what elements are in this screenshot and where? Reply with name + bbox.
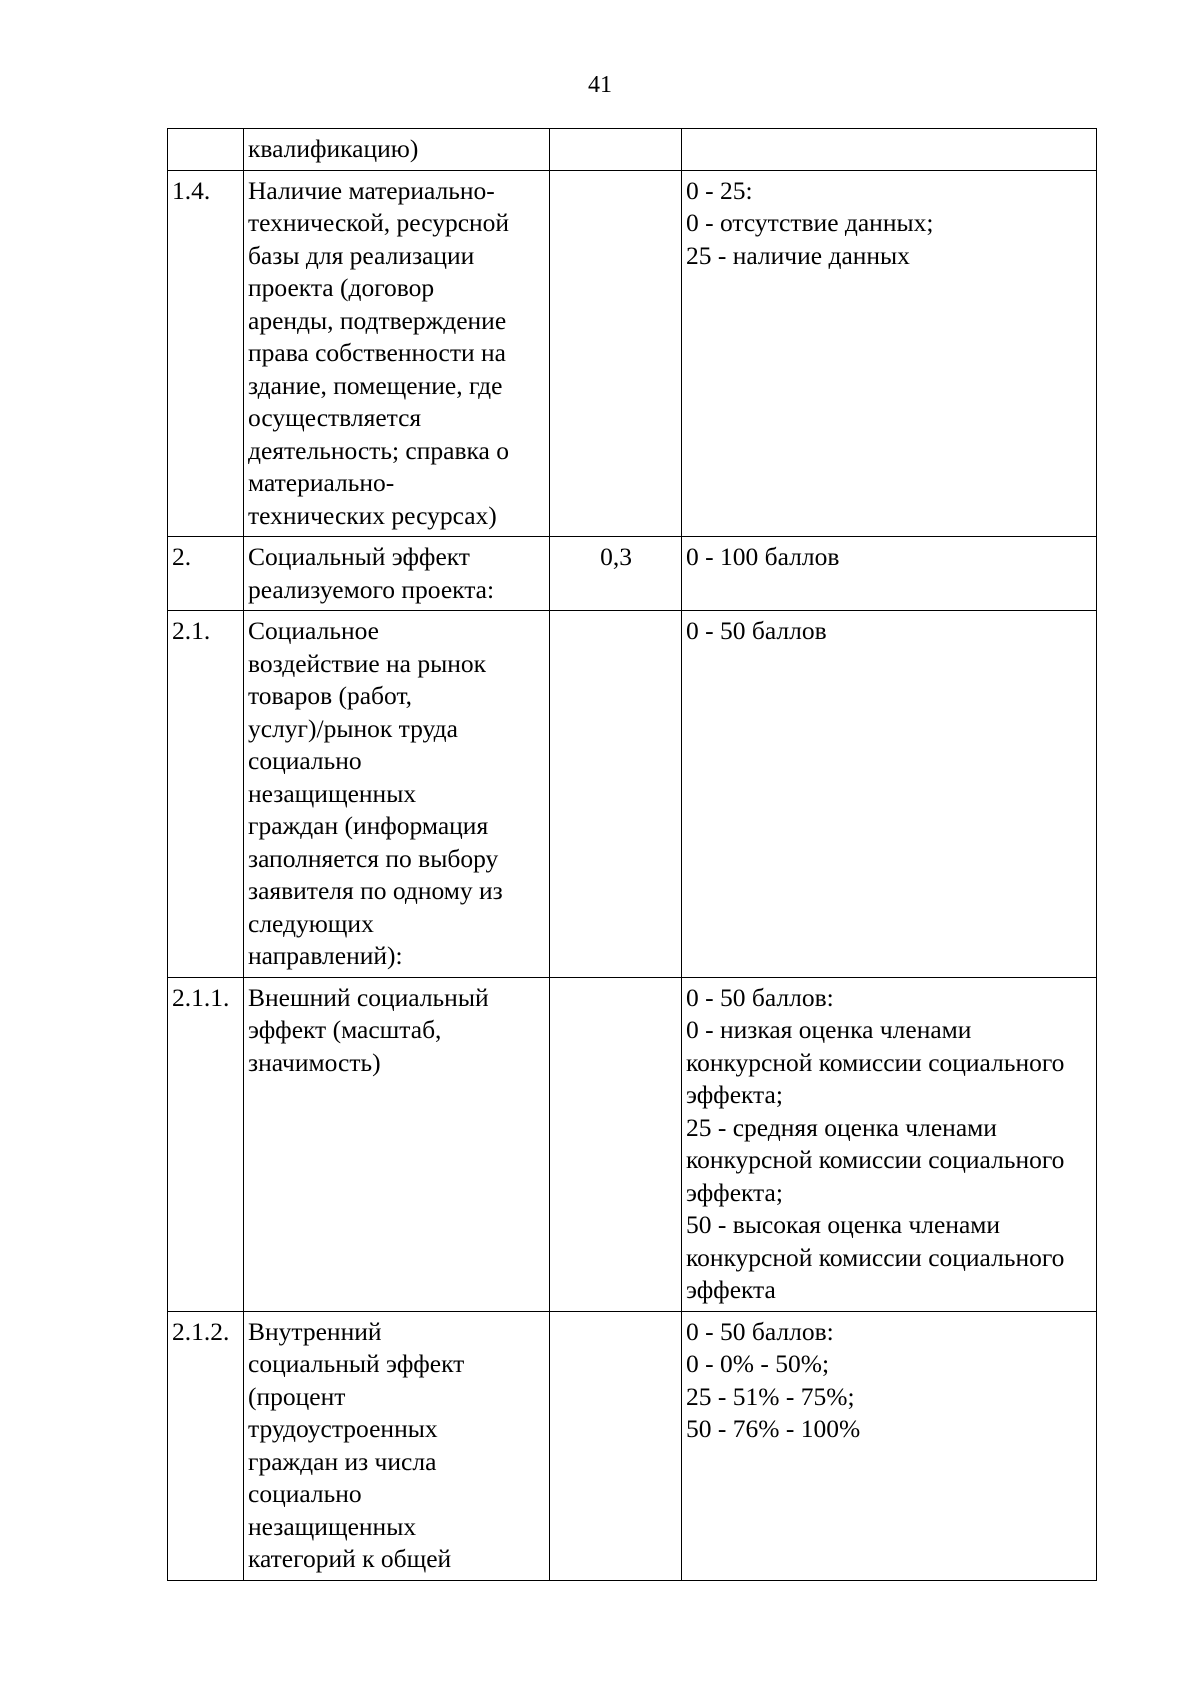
criterion-line: товаров (работ, <box>248 681 413 710</box>
criterion-line: граждан (информация <box>248 811 489 840</box>
criterion-line: Внешний социальный <box>248 982 489 1012</box>
criterion-line: Наличие материально- <box>248 175 495 205</box>
row-number-cell: 2. <box>168 537 244 611</box>
criterion-cell <box>244 129 550 171</box>
criterion-line: технической, ресурсной <box>248 208 510 237</box>
score-cell <box>682 537 1097 611</box>
score-line: 0 - 50 баллов: <box>686 982 834 1012</box>
score-line: конкурсной комиссии социального <box>686 1242 1065 1272</box>
criterion-line: Социальный эффект <box>248 542 470 571</box>
score-line: конкурсной комиссии социального <box>686 1047 1065 1077</box>
score-line: 0 - 50 баллов <box>686 616 827 645</box>
score-line: 0 - 100 баллов <box>686 542 840 571</box>
weight-coefficient-cell <box>550 129 682 171</box>
criterion-line: аренды, подтверждение <box>248 305 507 335</box>
score-cell <box>682 977 1097 1311</box>
criterion-cell <box>244 977 550 1311</box>
score-line: 0 - 50 баллов: <box>686 1316 834 1346</box>
score-line: 25 - средняя оценка членами <box>686 1112 997 1142</box>
table-row <box>168 1311 1097 1580</box>
score-line: 0 - отсутствие данных; <box>686 208 934 237</box>
criterion-line: социально <box>248 746 362 775</box>
row-number-cell <box>168 129 244 171</box>
criterion-line: заполняется по выбору <box>248 843 499 873</box>
criterion-line: трудоустроенных <box>248 1414 438 1443</box>
row-number-cell: 1.4. <box>168 170 244 537</box>
row-number-cell: 2.1. <box>168 611 244 978</box>
table-row <box>168 537 1097 611</box>
criterion-cell <box>244 170 550 537</box>
criterion-line: воздействие на рынок <box>248 648 487 678</box>
criterion-cell <box>244 611 550 978</box>
weight-coefficient-cell <box>550 611 682 978</box>
criterion-line: направлений): <box>248 941 403 970</box>
criterion-line: здание, помещение, где <box>248 370 503 400</box>
score-line: эффекта; <box>686 1080 783 1109</box>
criterion-line: Внутренний <box>248 1316 382 1346</box>
criterion-line: проекта (договор <box>248 273 435 302</box>
criterion-line: деятельность; справка о <box>248 435 509 465</box>
score-cell <box>682 1311 1097 1580</box>
criterion-line: технических ресурсах) <box>248 500 497 530</box>
criterion-line: социальный эффект <box>248 1349 465 1378</box>
criterion-cell <box>244 537 550 611</box>
criterion-line: реализуемого проекта: <box>248 574 495 604</box>
score-line: 0 - 0% - 50%; <box>686 1349 830 1378</box>
score-line: 25 - 51% - 75%; <box>686 1381 855 1411</box>
criteria-table <box>167 128 1097 1581</box>
criterion-line: (процент <box>248 1381 346 1411</box>
criterion-line: заявителя по одному из <box>248 876 503 905</box>
page-number: 41 <box>588 72 612 98</box>
score-line: 50 - высокая оценка членами <box>686 1210 1001 1239</box>
row-number-cell: 2.1.2. <box>168 1311 244 1580</box>
criterion-line: квалификацию) <box>248 134 419 163</box>
criterion-line: социально <box>248 1479 362 1508</box>
score-line: эффекта; <box>686 1177 783 1207</box>
score-line: 0 - низкая оценка членами <box>686 1015 972 1044</box>
score-line: конкурсной комиссии социального <box>686 1145 1065 1174</box>
criterion-line: незащищенных <box>248 1511 417 1541</box>
score-line: 50 - 76% - 100% <box>686 1414 861 1443</box>
score-line: 25 - наличие данных <box>686 240 910 270</box>
criterion-line: права собственности на <box>248 338 506 367</box>
weight-coefficient-cell <box>550 170 682 537</box>
criterion-line: значимость) <box>248 1047 381 1077</box>
weight-coefficient-cell <box>550 977 682 1311</box>
criteria-table-body <box>168 129 1097 1581</box>
criterion-line: базы для реализации <box>248 240 475 270</box>
criterion-line: следующих <box>248 908 374 938</box>
criterion-line: категорий к общей <box>248 1544 452 1573</box>
score-line: 0 - 25: <box>686 175 753 205</box>
table-row <box>168 170 1097 537</box>
table-row <box>168 129 1097 171</box>
criterion-line: эффект (масштаб, <box>248 1015 442 1044</box>
criterion-line: Социальное <box>248 616 379 645</box>
score-line: эффекта <box>686 1275 776 1304</box>
criterion-line: граждан из числа <box>248 1446 437 1476</box>
score-cell <box>682 170 1097 537</box>
row-number-cell: 2.1.1. <box>168 977 244 1311</box>
weight-coefficient-cell <box>550 1311 682 1580</box>
criterion-line: материально- <box>248 468 395 497</box>
criterion-cell <box>244 1311 550 1580</box>
criterion-line: осуществляется <box>248 403 422 432</box>
criterion-line: незащищенных <box>248 778 417 808</box>
table-row <box>168 977 1097 1311</box>
score-cell <box>682 611 1097 978</box>
weight-coefficient-cell: 0,3 <box>550 537 682 611</box>
score-cell <box>682 129 1097 171</box>
criterion-line: услуг)/рынок труда <box>248 713 458 743</box>
table-row <box>168 611 1097 978</box>
